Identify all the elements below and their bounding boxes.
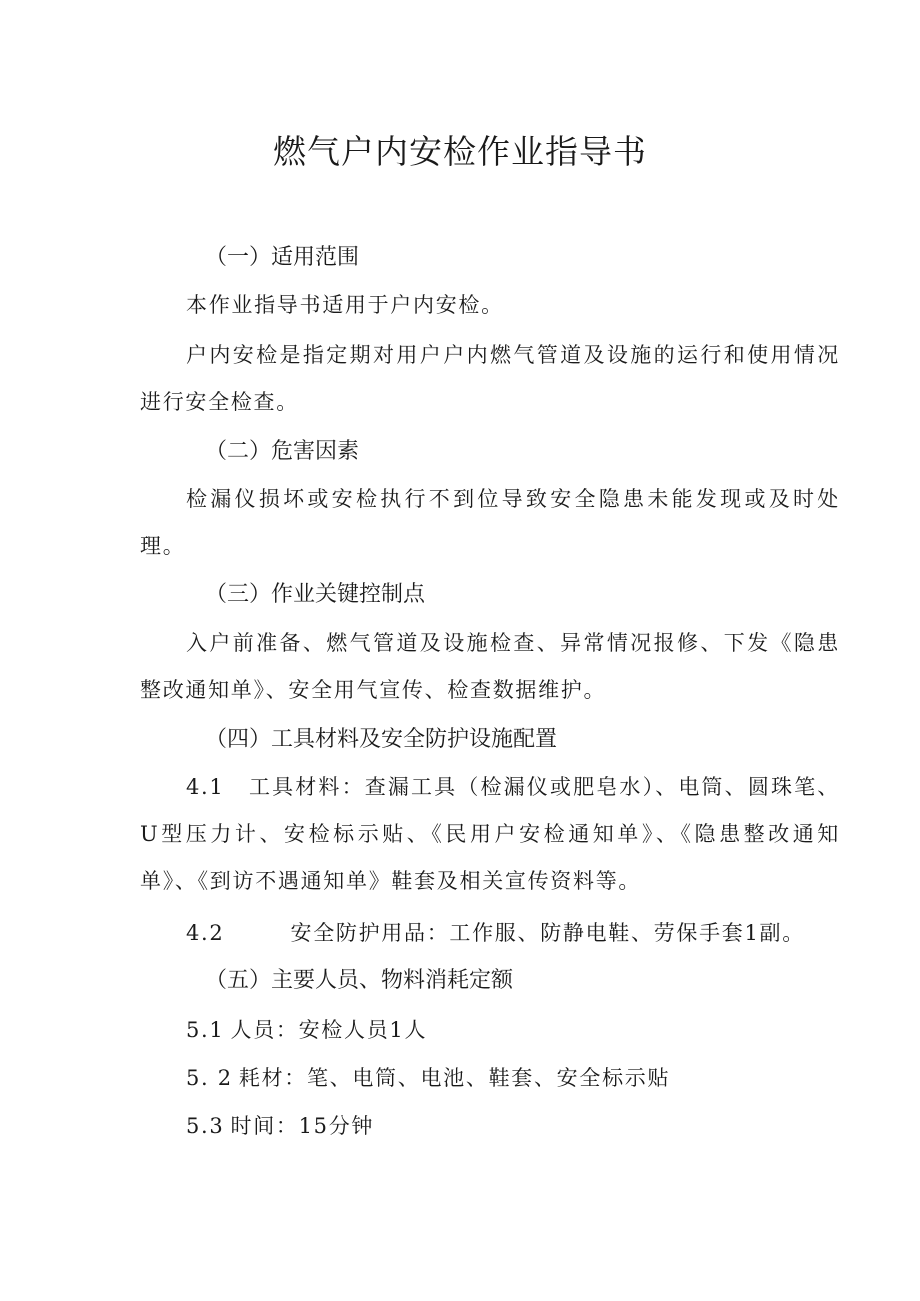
- item-5-1-text: 人员：安检人员1人: [230, 1018, 428, 1042]
- item-5-2: [186, 1063, 670, 1093]
- item-5-1: [186, 1015, 427, 1045]
- document-title: 燃气户内安检作业指导书: [273, 132, 647, 171]
- paragraph-hazards: 检漏仪损坏或安检执行不到位导致安全隐患未能发现或及时处理。: [140, 487, 840, 558]
- item-5-3-number: 5.3: [186, 1114, 225, 1138]
- item-4-2-number: 4.2: [186, 921, 225, 945]
- item-5-1-number: 5.1: [186, 1018, 225, 1042]
- item-4-1-number: 4.1: [186, 775, 225, 799]
- section-heading-tools-materials: （四）工具材料及安全防护设施配置: [205, 727, 558, 752]
- item-4-1: [140, 764, 840, 905]
- item-4-1-text: 工具材料：查漏工具（检漏仪或肥皂水）、电筒、圆珠笔、U型压力计、安检标示贴、《民用户安检通知单》、《隐患整改通知单》、《到访不遇通知单》鞋套及相关宣传资料等。: [140, 775, 840, 893]
- item-5-2-number: 5. 2: [186, 1066, 233, 1090]
- section-heading-hazards: （二）危害因素: [205, 439, 360, 464]
- paragraph-scope-definition: 户内安检是指定期对用户户内燃气管道及设施的运行和使用情况进行安全检查。: [140, 343, 840, 414]
- section-heading-scope: （一）适用范围: [205, 245, 360, 270]
- item-4-2-text: 安全防护用品：工作服、防静电鞋、劳保手套1副。: [290, 921, 805, 945]
- paragraph-scope-applicability: 本作业指导书适用于户内安检。: [186, 293, 504, 317]
- section-heading-key-control-points: （三）作业关键控制点: [205, 582, 426, 607]
- item-4-2: [186, 918, 805, 948]
- item-5-3-text: 时间：15分钟: [230, 1114, 375, 1138]
- item-5-2-text: 耗材：笔、电筒、电池、鞋套、安全标示贴: [238, 1066, 671, 1090]
- section-heading-staff-consumption: （五）主要人员、物料消耗定额: [205, 968, 514, 993]
- item-5-3: [186, 1111, 374, 1141]
- paragraph-key-control-points: 入户前准备、燃气管道及设施检查、异常情况报修、下发《隐患整改通知单》、安全用气宣传、检查数据维护。: [140, 631, 840, 702]
